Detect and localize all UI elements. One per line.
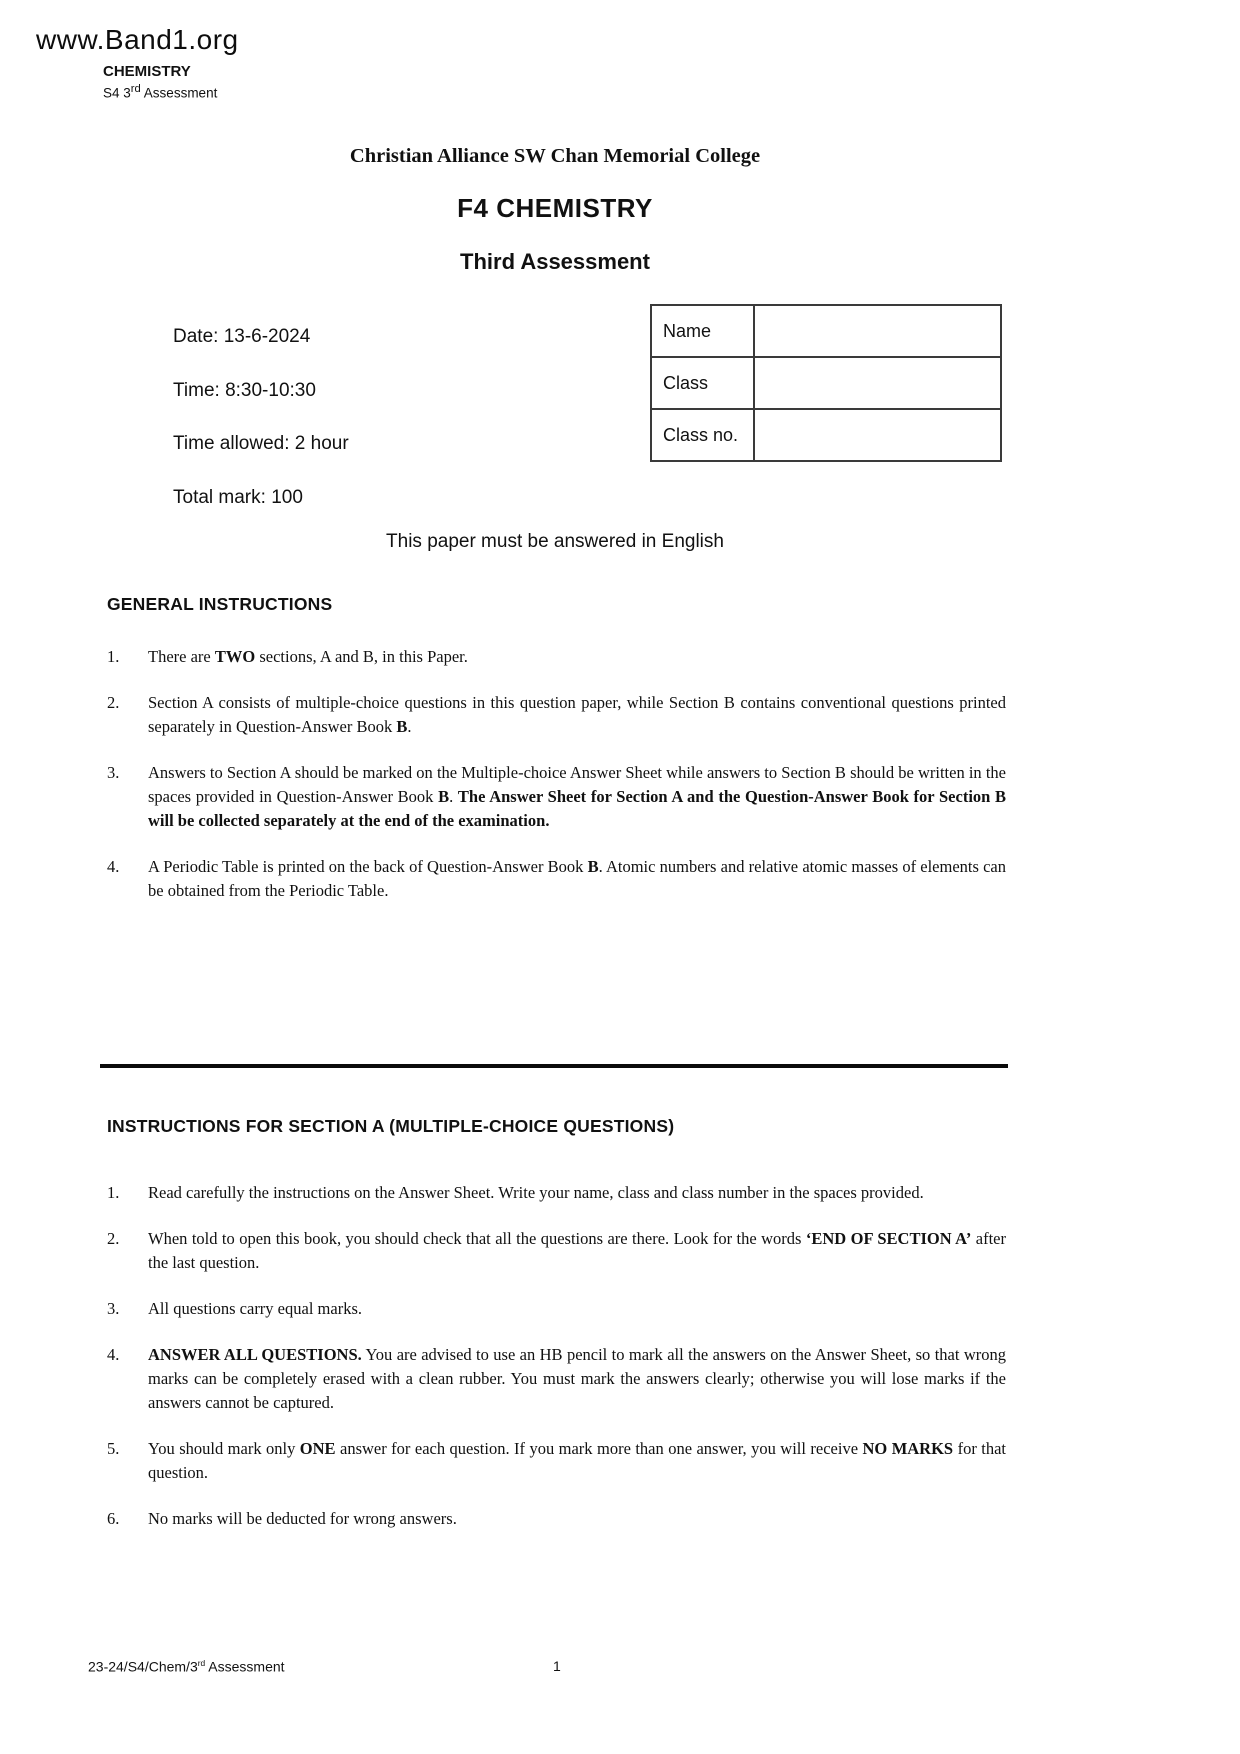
item-text: Section A consists of multiple-choice questions in this question paper, while Section B contains conventional questions printed separately in Question-Answer Book B. bbox=[148, 693, 1006, 736]
section-a-item-6 bbox=[107, 1507, 1006, 1531]
general-instruction-item-3 bbox=[107, 761, 1006, 833]
item-number: 3. bbox=[107, 1299, 120, 1318]
class-value-cell bbox=[754, 357, 1001, 409]
exam-info-block bbox=[173, 326, 349, 540]
section-divider-rule bbox=[100, 1064, 1008, 1068]
item-number: 4. bbox=[107, 1345, 120, 1364]
paper-title: F4 CHEMISTRY bbox=[457, 193, 653, 223]
class-no-label: Class no. bbox=[651, 409, 754, 461]
section-a-item-3 bbox=[107, 1297, 1006, 1321]
general-instructions-section bbox=[107, 594, 1006, 925]
general-instruction-item-1 bbox=[107, 645, 1006, 669]
class-label: Class bbox=[651, 357, 754, 409]
item-number: 5. bbox=[107, 1439, 120, 1458]
school-name: Christian Alliance SW Chan Memorial College bbox=[349, 145, 761, 167]
table-row-class bbox=[651, 357, 1001, 409]
exam-time: Time: 8:30-10:30 bbox=[173, 379, 316, 401]
item-text: You should mark only ONE answer for each question. If you mark more than one answer, you will receive NO MARKS for that question. bbox=[148, 1439, 1006, 1482]
name-label: Name bbox=[651, 305, 754, 357]
name-value-cell bbox=[754, 305, 1001, 357]
student-info-table bbox=[650, 304, 1002, 462]
item-text: All questions carry equal marks. bbox=[148, 1299, 362, 1318]
section-a-item-5 bbox=[107, 1437, 1006, 1485]
item-text: Read carefully the instructions on the Answer Sheet. Write your name, class and class number in the spaces provided. bbox=[148, 1183, 924, 1202]
item-number: 2. bbox=[107, 1229, 120, 1248]
exam-date: Date: 13-6-2024 bbox=[173, 326, 311, 347]
table-row-class-no bbox=[651, 409, 1001, 461]
website-watermark: www.Band1.org bbox=[36, 24, 239, 55]
exam-time-allowed: Time allowed: 2 hour bbox=[173, 433, 349, 454]
section-a-instructions-section bbox=[107, 1116, 1006, 1553]
item-text: A Periodic Table is printed on the back of Question-Answer Book B. Atomic numbers and relative atomic masses of elements can be obtained from the Periodic Table. bbox=[148, 857, 1006, 900]
corner-subject-label: CHEMISTRY bbox=[103, 63, 191, 80]
class-no-value-cell bbox=[754, 409, 1001, 461]
corner-label bbox=[103, 63, 217, 102]
language-note: This paper must be answered in English bbox=[386, 531, 724, 552]
general-instruction-item-2 bbox=[107, 691, 1006, 739]
item-number: 6. bbox=[107, 1509, 120, 1528]
corner-assessment-label: S4 3rd Assessment bbox=[103, 82, 218, 101]
page-number: 1 bbox=[553, 1658, 561, 1674]
section-a-item-2 bbox=[107, 1227, 1006, 1275]
item-number: 1. bbox=[107, 1183, 120, 1202]
table-row-name bbox=[651, 305, 1001, 357]
item-text: Answers to Section A should be marked on the Multiple-choice Answer Sheet while answers to Section B should be written in the spaces provided in Question-Answer Book B. The Answer Sheet for Section A and the Question-Answer Book for Section B will be collected separately at the end of the examination. bbox=[148, 763, 1007, 830]
item-number: 4. bbox=[107, 857, 120, 876]
item-number: 1. bbox=[107, 647, 120, 666]
section-a-item-4 bbox=[107, 1343, 1006, 1415]
item-number: 2. bbox=[107, 693, 120, 712]
paper-subtitle: Third Assessment bbox=[460, 249, 650, 274]
item-text: No marks will be deducted for wrong answers. bbox=[148, 1509, 457, 1528]
item-text: ANSWER ALL QUESTIONS. You are advised to use an HB pencil to mark all the answers on the Answer Sheet, so that wrong marks can be completely erased with a clean rubber. You must mark the answers clearly; otherwise you will lose marks if the answers cannot be captured. bbox=[148, 1345, 1006, 1412]
item-number: 3. bbox=[107, 763, 120, 782]
paper-code: 23-24/S4/Chem/3rd Assessment bbox=[88, 1658, 285, 1675]
section-a-item-1 bbox=[107, 1181, 1006, 1205]
general-instruction-item-4 bbox=[107, 855, 1006, 903]
exam-total-mark: Total mark: 100 bbox=[173, 486, 303, 508]
item-text: There are TWO sections, A and B, in this Paper. bbox=[148, 647, 468, 666]
general-instructions-heading: GENERAL INSTRUCTIONS bbox=[107, 594, 333, 614]
item-text: When told to open this book, you should check that all the questions are there. Look for the words ‘END OF SECTION A’ after the last question. bbox=[148, 1229, 1006, 1272]
section-a-heading: INSTRUCTIONS FOR SECTION A (MULTIPLE-CHOICE QUESTIONS) bbox=[107, 1116, 675, 1136]
